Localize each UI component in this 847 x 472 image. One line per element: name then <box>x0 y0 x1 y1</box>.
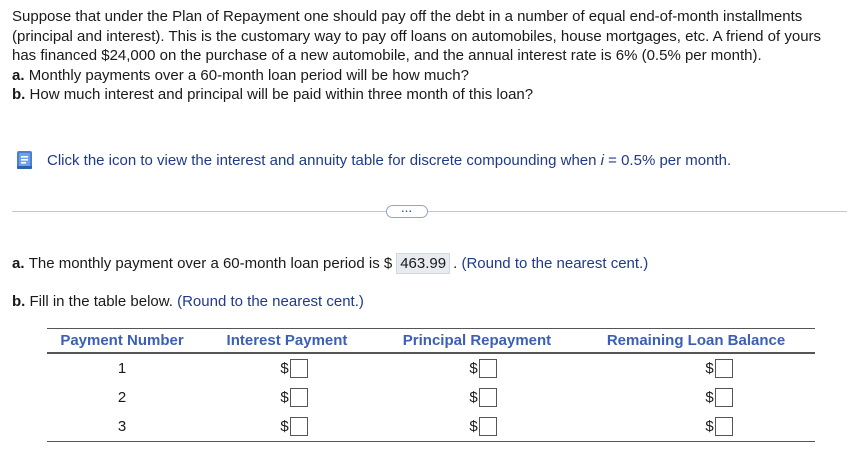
dollar-sign: $ <box>705 389 714 406</box>
dollar-sign: $ <box>280 360 289 377</box>
balance-input[interactable] <box>715 359 733 378</box>
answer-a-period: . <box>453 255 458 272</box>
question-a-text: Monthly payments over a 60-month loan period will be how much? <box>28 66 469 84</box>
answer-a <box>12 253 648 274</box>
table-row <box>47 412 815 441</box>
table-link-line <box>14 149 731 171</box>
dollar-sign: $ <box>469 360 478 377</box>
answer-b <box>12 293 364 310</box>
payment-number: 1 <box>117 360 127 377</box>
table-row <box>47 383 815 412</box>
dollar-sign: $ <box>705 418 714 435</box>
problem-intro: Suppose that under the Plan of Repayment one should pay off the debt in a number of equal end-of-month installments (principal and interest). This is the customary way to pay off loans on automobiles, house mortgages, etc. A friend of yours has financed $24,000 on the purchase of a new automobile, and the annual interest rate is 6% (0.5% per month). <box>12 8 822 64</box>
book-icon[interactable] <box>14 149 36 171</box>
payment-number: 2 <box>117 389 127 406</box>
payment-number: 3 <box>117 418 127 435</box>
table-link-text-after: = 0.5% per month. <box>604 151 732 169</box>
answer-b-text: Fill in the table below. <box>29 293 173 310</box>
answer-b-label: b. <box>12 293 26 310</box>
interest-input[interactable] <box>290 417 308 436</box>
question-b-text: How much interest and principal will be paid within three month of this loan? <box>29 86 534 103</box>
table-link-text[interactable] <box>47 152 731 169</box>
principal-input[interactable] <box>479 388 497 407</box>
header-payment-number: Payment Number <box>60 332 184 349</box>
dollar-sign: $ <box>469 389 478 406</box>
header-interest-payment: Interest Payment <box>226 332 348 349</box>
dollar-sign: $ <box>469 418 478 435</box>
table-row <box>47 354 815 383</box>
interest-input[interactable] <box>290 359 308 378</box>
table-bottom-rule <box>47 441 815 442</box>
interest-input[interactable] <box>290 388 308 407</box>
principal-input[interactable] <box>479 417 497 436</box>
balance-input[interactable] <box>715 417 733 436</box>
monthly-payment-answer: 463.99 <box>396 253 450 274</box>
dollar-sign: $ <box>280 389 289 406</box>
expand-button-label: ... <box>401 203 413 215</box>
answer-b-hint: (Round to the nearest cent.) <box>177 293 364 310</box>
dollar-sign: $ <box>705 360 714 377</box>
dollar-sign: $ <box>280 418 289 435</box>
balance-input[interactable] <box>715 388 733 407</box>
section-divider <box>12 211 847 212</box>
table-header-row <box>47 329 815 354</box>
question-a <box>12 66 838 86</box>
header-remaining-balance: Remaining Loan Balance <box>606 332 786 349</box>
header-principal-repayment: Principal Repayment <box>402 332 552 349</box>
principal-input[interactable] <box>479 359 497 378</box>
repayment-table <box>47 328 815 442</box>
interest-variable: i <box>600 151 604 169</box>
question-b-label: b. <box>12 86 26 103</box>
table-link-text-before: Click the icon to view the interest and annuity table for discrete compounding when <box>47 151 601 169</box>
expand-button[interactable] <box>386 205 428 218</box>
problem-statement <box>12 7 838 105</box>
question-b <box>12 85 838 105</box>
answer-a-label: a. <box>12 255 25 272</box>
question-a-label: a. <box>12 66 25 84</box>
answer-a-text: The monthly payment over a 60-month loan period is $ <box>28 255 393 272</box>
answer-a-hint: (Round to the nearest cent.) <box>461 255 649 272</box>
